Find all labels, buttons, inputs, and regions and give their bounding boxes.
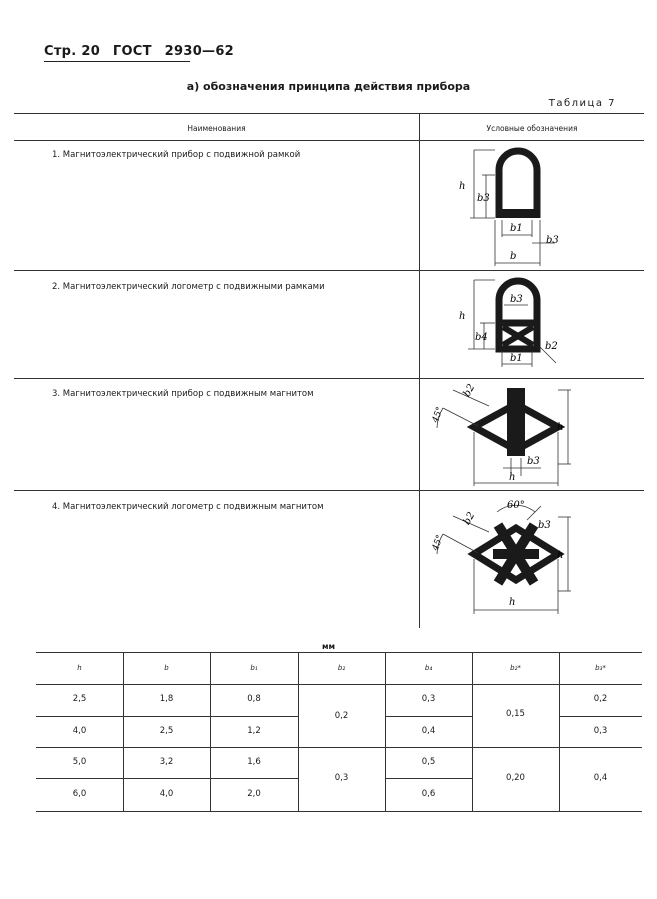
dim-header-b4: b₄ [424, 664, 433, 672]
table-cell: 5,0 [72, 757, 87, 767]
dim-header-b2: b₂ [337, 664, 346, 672]
table-cell-merged: 0,20 [506, 773, 525, 783]
dim-b3-label: b3 [510, 294, 523, 305]
row-divider [14, 490, 644, 491]
dim-h-label: h [509, 597, 516, 608]
dim-h-label: h [557, 422, 564, 433]
dim-header-b2s: b₂* [510, 664, 521, 672]
dim-b-label: b [510, 251, 517, 262]
table-cell: 6,0 [72, 789, 87, 799]
table-top-border [14, 113, 644, 114]
table-cell: 0,3 [421, 694, 436, 704]
page-number: Стр. 20 [44, 44, 101, 59]
page-header [44, 44, 234, 59]
dim-b3-label: b3 [546, 235, 559, 246]
table-cell: 2,5 [72, 694, 87, 704]
dim-h-label: h [459, 311, 466, 322]
dim-h-label: h [509, 472, 516, 483]
table-cell: 3,2 [159, 757, 174, 767]
column-header-name: Наименования [187, 124, 246, 133]
table-cell: 0,4 [593, 773, 608, 783]
row-label-1: 1. Магнитоэлектрический прибор с подвижной рамкой [52, 150, 301, 160]
dim-b1-label: b1 [510, 353, 523, 364]
row-divider [14, 378, 644, 379]
column-header-symbol: Условные обозначения [486, 124, 578, 133]
dim-header-h: h [77, 664, 82, 672]
table-column-divider [419, 113, 420, 628]
symbol-moving-magnet [423, 380, 583, 488]
angle-45-label: 45° [430, 405, 446, 425]
symbol-coil-logometer [440, 275, 580, 375]
standard-label: ГОСТ [112, 44, 152, 59]
angle-60-label: 60° [507, 500, 525, 511]
dim-header-b3s: b₃* [595, 664, 606, 672]
dim-b3-label: b3 [477, 193, 490, 204]
table-cell: 2,5 [159, 726, 174, 736]
units-label: мм [321, 642, 336, 651]
dim-b2-label: b2 [461, 382, 478, 399]
dim-b2-label: b2 [461, 510, 478, 527]
table-cell: 1,6 [247, 757, 261, 767]
dim-header-b1: b₁ [250, 664, 258, 672]
table-cell: 1,8 [159, 694, 174, 704]
dim-b3-label: b3 [527, 456, 540, 467]
dim-header-b: b [164, 664, 169, 672]
row-divider [14, 270, 644, 271]
table-cell: 0,8 [247, 694, 261, 704]
table-cell: 0,3 [593, 726, 608, 736]
table-cell: 1,2 [247, 726, 261, 736]
table-number: Таблица 7 [548, 98, 616, 109]
header-underline [44, 61, 190, 62]
dim-b2-label: b2 [545, 341, 558, 352]
table-cell: 0,6 [421, 789, 436, 799]
table-cell-merged: 0,2 [334, 711, 349, 721]
row-label-4: 4. Магнитоэлектрический логометр с подвижным магнитом [52, 502, 324, 512]
table-cell: 0,4 [421, 726, 436, 736]
table-cell: 4,0 [159, 789, 174, 799]
dim-h-label: h [557, 550, 564, 561]
table-cell: 4,0 [72, 726, 87, 736]
table-cell-merged: 0,3 [334, 773, 349, 783]
table-cell-merged: 0,15 [506, 709, 525, 719]
row-label-3: 3. Магнитоэлектрический прибор с подвижным магнитом [52, 389, 314, 399]
dim-b1-label: b1 [510, 223, 523, 234]
dim-b3-label: b3 [538, 520, 551, 531]
dim-h-label: h [459, 181, 466, 192]
symbol-moving-coil [440, 145, 580, 267]
standard-number: 2930—62 [164, 44, 235, 59]
row-label-2: 2. Магнитоэлектрический логометр с подвижными рамками [52, 282, 325, 292]
angle-45-label: 45° [430, 533, 446, 553]
symbol-magnet-logometer [423, 492, 583, 624]
table-head-border [14, 140, 644, 141]
table-cell: 2,0 [247, 789, 261, 799]
table-cell: 0,2 [593, 694, 608, 704]
table-cell: 0,5 [421, 757, 436, 767]
dim-b4-label: b4 [475, 332, 488, 343]
section-title: а) обозначения принципа действия прибора [186, 80, 471, 93]
